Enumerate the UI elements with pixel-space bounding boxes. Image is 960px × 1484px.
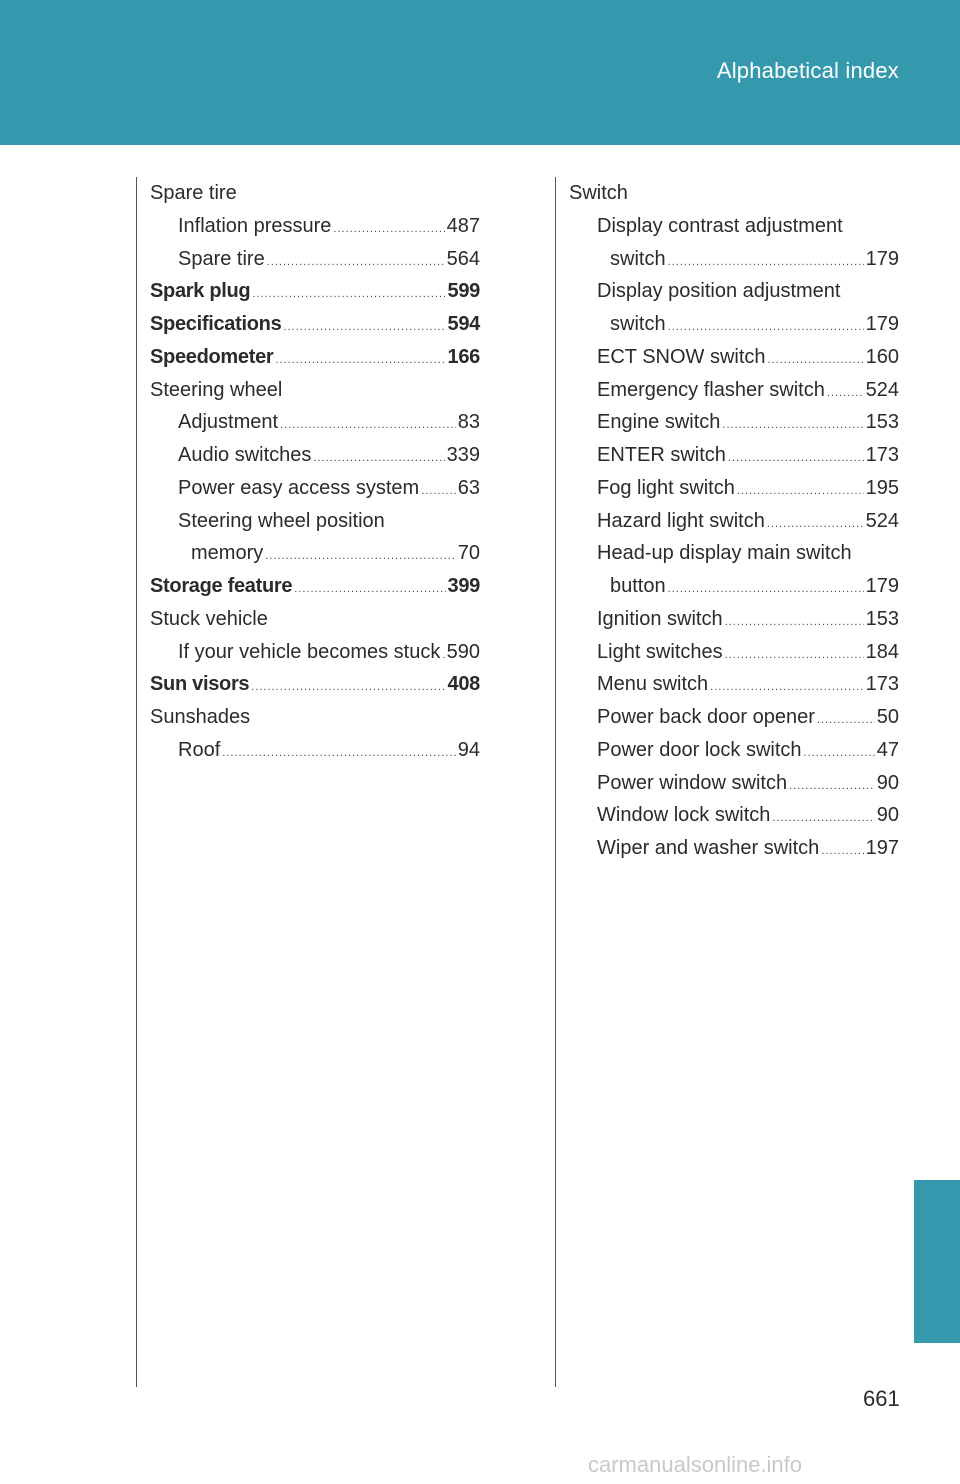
index-entry-label: Spark plug (150, 280, 251, 303)
dot-leader (725, 617, 864, 628)
index-entry (569, 177, 899, 210)
index-entry-label: Speedometer (150, 345, 274, 368)
dot-leader (789, 781, 875, 792)
index-entry[interactable] (569, 505, 899, 538)
index-entry[interactable] (569, 603, 899, 636)
index-entry[interactable] (150, 636, 480, 669)
index-entry-label: Steering wheel (150, 378, 283, 401)
dot-leader (267, 257, 445, 268)
index-entry[interactable] (150, 275, 480, 308)
dot-leader (275, 355, 445, 366)
index-entry[interactable] (150, 439, 480, 472)
index-entry-page[interactable]: 524 (865, 378, 899, 401)
watermark-text: carmanualsonline.info (588, 1452, 803, 1477)
index-entry-page[interactable]: 90 (876, 804, 899, 827)
index-entry-label: Wiper and washer switch (597, 837, 820, 859)
index-entry-label: Power easy access system (178, 476, 420, 499)
index-entry[interactable] (569, 636, 899, 669)
left-column-rule (136, 177, 137, 1387)
index-entry-label: Storage feature (150, 575, 293, 597)
dot-leader (333, 224, 444, 235)
index-entry[interactable] (150, 210, 480, 243)
index-entry-label: switch (610, 247, 666, 270)
index-entry[interactable] (569, 439, 899, 472)
dot-leader (313, 453, 444, 464)
index-entry-page[interactable]: 153 (865, 411, 899, 434)
index-entry-label: button (610, 575, 666, 597)
index-entry-label: Steering wheel position (178, 509, 385, 532)
dot-leader (767, 519, 864, 530)
index-entry[interactable] (569, 734, 899, 767)
index-entry[interactable] (569, 668, 899, 701)
index-entry-label: Sun visors (150, 673, 250, 696)
index-entry[interactable] (150, 734, 480, 767)
index-entry-page[interactable]: 408 (447, 673, 480, 696)
index-entry-page[interactable]: 195 (865, 476, 899, 499)
index-entry-page[interactable]: 160 (865, 345, 899, 368)
dot-leader (265, 551, 456, 562)
index-entry (569, 537, 899, 570)
index-entry-label: Spare tire (178, 247, 265, 270)
index-entry-label: If your vehicle becomes stuck (178, 640, 441, 663)
index-entry-page[interactable]: 339 (446, 444, 480, 466)
index-entry-label: Stuck vehicle (150, 607, 268, 630)
index-entry-page[interactable]: 90 (876, 771, 899, 794)
index-column-left (150, 177, 480, 767)
index-entry-page[interactable]: 47 (876, 738, 899, 761)
dot-leader (737, 486, 864, 497)
index-entry-label: Switch (569, 182, 628, 204)
index-column-right (569, 177, 899, 865)
index-entry-page[interactable]: 524 (865, 509, 899, 532)
index-entry-page[interactable]: 399 (447, 575, 480, 597)
index-entry-page[interactable]: 590 (446, 640, 480, 663)
index-entry-label: Adjustment (178, 411, 279, 434)
index-entry-page[interactable]: 564 (446, 247, 480, 270)
dot-leader (251, 682, 445, 693)
index-entry[interactable] (150, 537, 480, 570)
index-entry-label: Menu switch (597, 673, 709, 696)
index-entry (150, 177, 480, 210)
index-entry-page[interactable]: 50 (876, 706, 899, 728)
index-entry[interactable] (569, 374, 899, 407)
dot-leader (728, 453, 864, 464)
dot-leader (821, 846, 863, 857)
index-entry-page[interactable]: 94 (457, 738, 480, 761)
index-entry[interactable] (150, 472, 480, 505)
index-entry[interactable] (569, 570, 899, 603)
dot-leader (668, 584, 864, 595)
index-side-tab (914, 1180, 960, 1343)
index-entry-page[interactable]: 184 (865, 640, 899, 663)
index-entry-label: memory (191, 542, 264, 565)
dot-leader (252, 289, 445, 300)
index-entry-label: Display contrast adjustment (597, 214, 843, 237)
index-entry-label: Head-up display main switch (597, 542, 852, 565)
dot-leader (668, 322, 864, 333)
index-entry (150, 374, 480, 407)
index-entry[interactable] (569, 406, 899, 439)
dot-leader (722, 420, 863, 431)
index-entry-label: Roof (178, 738, 221, 761)
index-entry-label: Engine switch (597, 411, 721, 434)
index-entry-page[interactable]: 83 (457, 411, 480, 434)
dot-leader (804, 748, 875, 759)
dot-leader (222, 748, 456, 759)
index-entry-label: switch (610, 313, 666, 335)
index-entry[interactable] (569, 308, 899, 341)
dot-leader (817, 715, 875, 726)
index-entry[interactable] (150, 570, 480, 603)
dot-leader (772, 813, 874, 824)
right-column-rule (555, 177, 556, 1387)
index-entry-page[interactable]: 179 (865, 313, 899, 335)
index-entry-label: ENTER switch (597, 444, 726, 466)
index-entry (569, 210, 899, 243)
dot-leader (768, 355, 864, 366)
index-entry-page[interactable]: 179 (865, 575, 899, 597)
page-header (0, 0, 960, 145)
index-entry[interactable] (150, 341, 480, 374)
index-entry-label: Hazard light switch (597, 509, 765, 532)
dot-leader (725, 650, 864, 661)
index-entry[interactable] (569, 767, 899, 800)
index-entry-label: Window lock switch (597, 804, 771, 827)
index-entry[interactable] (150, 243, 480, 276)
dot-leader (442, 650, 444, 661)
dot-leader (668, 257, 864, 268)
dot-leader (710, 682, 863, 693)
index-entry (569, 275, 899, 308)
index-entry-label: ECT SNOW switch (597, 345, 766, 368)
index-entry-page[interactable]: 173 (865, 673, 899, 696)
page-number: 661 (863, 1386, 900, 1411)
index-entry[interactable] (150, 308, 480, 341)
index-entry[interactable] (569, 832, 899, 865)
index-entry[interactable] (569, 472, 899, 505)
index-entry-label: Inflation pressure (178, 214, 332, 237)
index-entry-label: Display position adjustment (597, 280, 841, 303)
index-entry[interactable] (150, 668, 480, 701)
index-entry-label: Audio switches (178, 444, 312, 466)
index-entry-label: Spare tire (150, 182, 237, 204)
index-entry[interactable] (569, 341, 899, 374)
index-entry-label: Ignition switch (597, 607, 723, 630)
index-entry (150, 505, 480, 538)
index-entry-label: Specifications (150, 313, 282, 335)
dot-leader (421, 486, 456, 497)
index-entry-page[interactable]: 153 (865, 607, 899, 630)
index-entry-page[interactable]: 63 (457, 476, 480, 499)
index-entry-page[interactable]: 487 (446, 214, 480, 237)
dot-leader (294, 584, 445, 595)
dot-leader (280, 420, 456, 431)
index-entry-label: Power window switch (597, 771, 788, 794)
index-entry[interactable] (569, 799, 899, 832)
index-entry-page[interactable]: 197 (865, 837, 899, 859)
index-entry[interactable] (569, 243, 899, 276)
index-entry-label: Sunshades (150, 706, 251, 728)
index-entry-page[interactable]: 594 (447, 313, 480, 335)
index-entry-label: Light switches (597, 640, 723, 663)
index-entry-page[interactable]: 70 (457, 542, 480, 565)
index-entry-label: Power back door opener (597, 706, 815, 728)
index-entry-label: Power door lock switch (597, 738, 802, 761)
index-entry-page[interactable]: 179 (865, 247, 899, 270)
index-entry (150, 603, 480, 636)
index-entry[interactable] (150, 406, 480, 439)
dot-leader (283, 322, 445, 333)
index-entry-label: Fog light switch (597, 476, 735, 499)
index-entry (150, 701, 480, 734)
index-entry-page[interactable]: 599 (447, 280, 480, 303)
dot-leader (827, 388, 864, 399)
index-entry-page[interactable]: 166 (447, 345, 480, 368)
index-entry-page[interactable]: 173 (865, 444, 899, 466)
section-title: Alphabetical index (716, 58, 899, 83)
index-entry-label: Emergency flasher switch (597, 378, 825, 401)
index-entry[interactable] (569, 701, 899, 734)
